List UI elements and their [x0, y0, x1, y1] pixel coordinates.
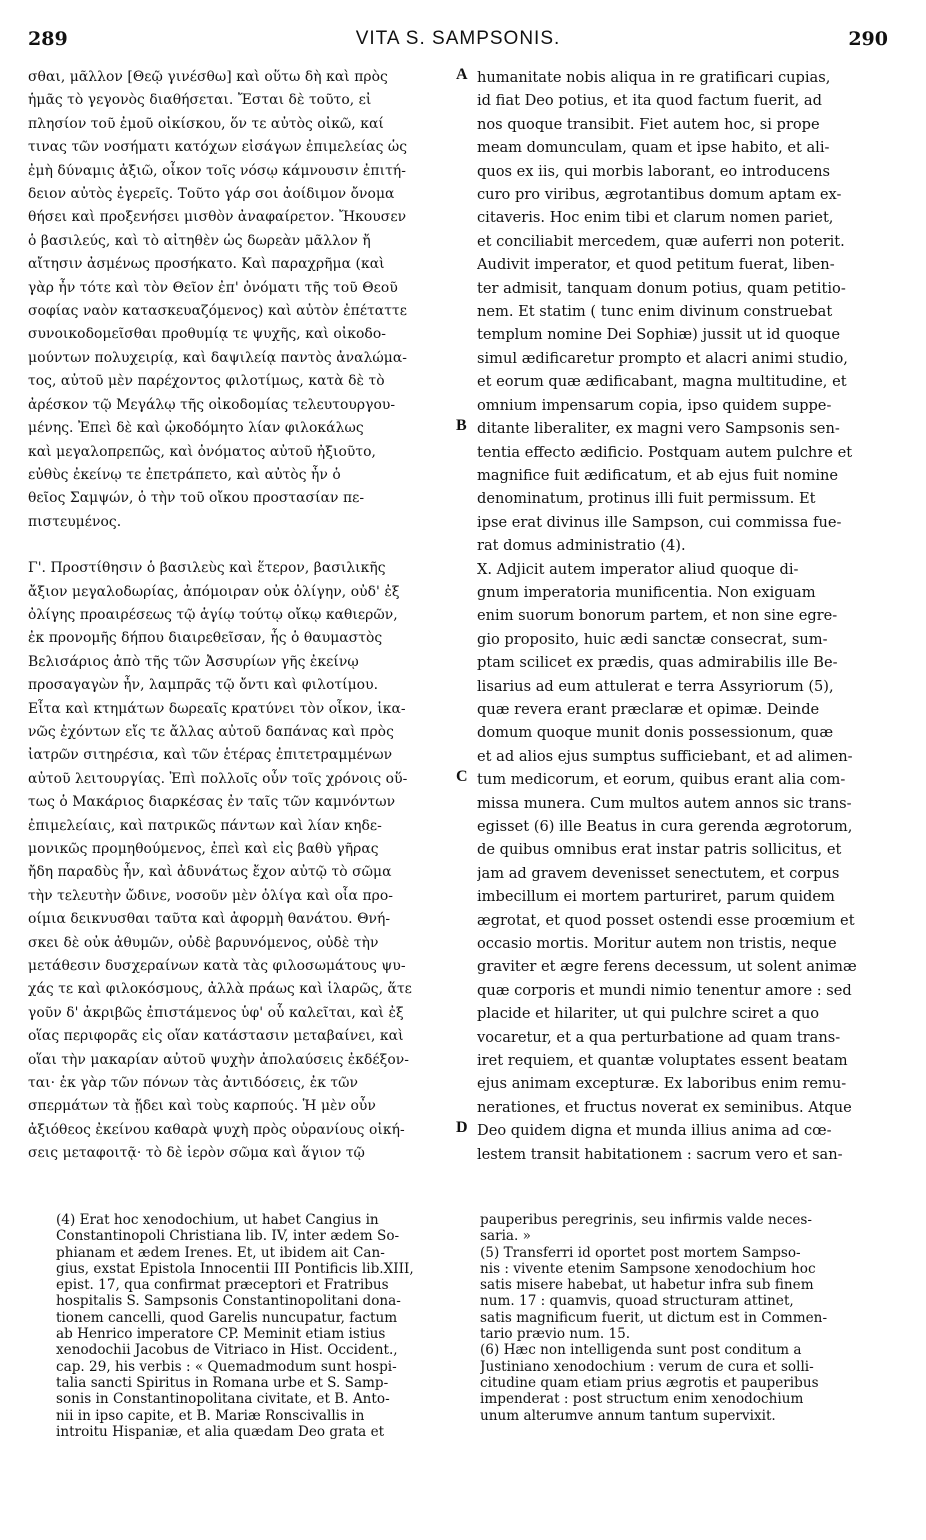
greek-text-line: ἀρέσκον τῷ Μεγάλῳ τῆς οἰκοδομίας τελευτουργου- [28, 396, 396, 413]
greek-text-line: νῶς ἐχόντων εἴς τε ἄλλας αὐτοῦ δαπάνας καὶ πρὸς [28, 723, 394, 740]
latin-text-column [477, 66, 894, 1166]
latin-text-line: meam domunculam, quam et ipse habito, et ali- [477, 139, 830, 157]
latin-text-line: de quibus omnibus erat instar patris sollicitus, et [477, 841, 842, 859]
latin-text-line: egisset (6) ille Beatus in cura gerenda ægrotorum, [477, 818, 853, 835]
running-title: VITA S. SAMPSONIS. [355, 28, 561, 49]
latin-text-line: ægrotat, et quod posset ostendi esse proœmium et [477, 911, 855, 929]
footnote-line: pauperibus peregrinis, seu infirmis valde neces- [480, 1212, 812, 1228]
greek-text-line: ται· ἐκ γὰρ τῶν πόνων τὰς ἀντιδόσεις, ἐκ τῶν [28, 1075, 359, 1092]
greek-text-line: εὐθὺς ἐκείνῳ τε ἐπετράπετο, καὶ αὐτὸς ἦν ὁ [28, 466, 341, 483]
footnote-line: cap. 29, his verbis : « Quemadmodum sunt hospi- [56, 1358, 397, 1375]
footnotes-left [56, 1212, 462, 1512]
latin-text-line: quos ex iis, qui morbis laborant, eo introducens [477, 162, 830, 180]
footnotes-right [480, 1212, 894, 1512]
greek-text-line: σκει δὲ οὐκ ἀθυμῶν, οὐδὲ βαρυνόμενος, οὐδὲ τὴν [28, 934, 379, 951]
greek-text-line: οίμια δεικνυσθαι ταῦτα καὶ ἀφορμὴ θανάτου. Θνή- [28, 911, 391, 928]
latin-text-line: ter admisit, tanquam donum potius, quam petitio- [477, 279, 846, 297]
footnote-line: nii in ipso capite, et B. Mariæ Ronscivallis in [56, 1407, 365, 1424]
greek-text-line: τως ὁ Μακάριος διαρκέσας ἐν ταῖς τῶν καμνόντων [28, 794, 396, 811]
greek-text-line: τινας τῶν νοσήματι κατόχων εἰσάγων ἐπιμελείας ὡς [28, 139, 408, 156]
greek-text-line: σθαι, μᾶλλον [Θεῷ γινέσθω] καὶ οὕτω δὴ καὶ πρὸς [28, 69, 388, 85]
greek-text-line: ὀλίγης προαιρέσεως τῷ ἁγίῳ τούτῳ οἴκῳ καθιερῶν, [28, 606, 398, 623]
footnote-line: (5) Transferri id oportet post mortem Sampso- [480, 1244, 801, 1261]
footnote-line: unum alterumve annum tantum supervixit. [480, 1407, 776, 1424]
latin-text-line: lestem transit habitationem : sacrum vero et san- [477, 1145, 843, 1163]
latin-text-line: magnifice fuit ædificatum, et ab ejus fuit nomine [477, 466, 839, 484]
latin-text-line: Audivit imperator, et quod petitum fuerat, liben- [477, 256, 835, 274]
footnote-line: Constantinopoli Christiana lib. IV, inter ædem So- [56, 1228, 400, 1245]
greek-text-line: σεις μεταφοιτᾷ· τὸ δὲ ἱερὸν σῶμα καὶ ἅγιον τῷ [28, 1145, 365, 1162]
latin-text-line: simul ædificaretur prompto et alacri animi studio, [477, 349, 848, 367]
latin-text-line: omnium impensarum copia, ipso quidem suppe- [477, 396, 832, 414]
margin-marker-d: D [456, 1119, 468, 1136]
latin-text-line: Deo quidem digna et munda illius anima ad cœ- [477, 1122, 832, 1140]
page-header [28, 28, 888, 58]
footnote-line: impenderat : post structum enim xenodochium [480, 1391, 804, 1408]
footnote-line: satis magnificum fuerit, ut dictum est in Commen- [480, 1309, 828, 1326]
footnote-line: satis misere habebat, ut habetur infra sub finem [480, 1277, 814, 1294]
greek-text-line: μονικῶς προμηθούμενος, ἐπεὶ καὶ εἰς βαθὺ γῆρας [28, 841, 379, 857]
greek-text-line: ἤδη παραδὺς ἦν, καὶ ἀδυνάτως ἔχον αὐτῷ τὸ σῶμα [28, 864, 392, 881]
page-number-right: 290 [848, 28, 888, 50]
latin-text-line: gnum imperatoria munificentia. Non exiguam [477, 583, 816, 601]
greek-text-line: οἵας περιφορᾶς εἰς οἵαν κατάστασιν μεταβαίνει, καὶ [28, 1028, 404, 1045]
latin-text-line: domum quoque munit donis possessionum, quæ [477, 724, 834, 742]
greek-text-line: μένης. Ἐπεὶ δὲ καὶ ᾠκοδόμητο λίαν φιλοκάλως [28, 420, 364, 437]
greek-text-line: Εἶτα καὶ κτημάτων δωρεαῖς κρατύνει τὸν οἶκον, ἱκα- [28, 700, 406, 717]
greek-text-line: χάς τε καὶ φιλοκόσμους, ἀλλὰ πράως καὶ ἱλαρῶς, ἅτε [28, 981, 412, 998]
greek-text-line: γὰρ ἦν τότε καὶ τὸν Θεῖον ἐπ' ὀνόματι τῆς τοῦ Θεοῦ [28, 279, 398, 296]
footnote-line: sonis in Constantinopolitana civitate, et B. Anto- [56, 1391, 390, 1408]
greek-text-line: ἐμὴ δύναμις ἀξιῶ, οἶκον τοῖς νόσῳ κάμνουσιν ἐπιτή- [28, 162, 406, 179]
footnote-line: ab Henrico imperatore CP. Meminit etiam istius [56, 1326, 386, 1343]
greek-text-line: καὶ μεγαλοπρεπῶς, καὶ ὀνόματος αὐτοῦ ἠξιοῦτο, [28, 443, 376, 460]
latin-text-line: et ad alios ejus sumptus sufficiebant, et ad alimen- [477, 747, 853, 765]
latin-text-line: gio proposito, huic ædi sanctæ consecrat, sum- [477, 630, 828, 648]
greek-text-line: ἡμᾶς τὸ γεγονὸς διαθήσεται. Ἔσται δὲ τοῦτο, εἰ [28, 92, 372, 109]
latin-text-line: nem. Et statim ( tunc enim divinum construebat [477, 303, 833, 321]
footnote-line: citudine quam etiam prius ægrotis et pauperibus [480, 1374, 819, 1391]
latin-text-line: jam ad gravem devenisset senectutem, et corpus [477, 864, 840, 882]
latin-text-line: et conciliabit mercedem, quæ auferri non poterit. [477, 232, 845, 250]
margin-marker-c: C [456, 768, 468, 785]
footnote-line: (6) Hæc non intelligenda sunt post conditum a [480, 1342, 802, 1359]
latin-text-line: rat domus administratio (4). [477, 537, 686, 555]
greek-text-line: πιστευμένος. [28, 513, 122, 530]
greek-text-line: αὐτοῦ λειτουργίας. Ἐπὶ πολλοῖς οὖν τοῖς χρόνοις οὕ- [28, 770, 408, 787]
latin-text-line: occasio mortis. Moritur autem non tristis, neque [477, 935, 837, 953]
latin-text-line: tentia effecto ædificio. Postquam autem pulchre et [477, 443, 853, 461]
greek-text-line: ἄξιον μεγαλοδωρίας, ἀπόμοιραν οὐκ ὀλίγην, οὐδ' ἐξ [28, 583, 400, 600]
greek-text-line: πλησίον τοῦ ἐμοῦ οἰκίσκου, ὅν τε αὐτὸς οἰκῶ, καί [28, 115, 384, 132]
latin-text-line: missa munera. Cum multos autem annos sic trans- [477, 794, 852, 812]
latin-text-line: curo pro viribus, ægrotantibus domum aptam ex- [477, 186, 842, 204]
greek-text-line: Γ'. Προστίθησιν ὁ βασιλεὺς καὶ ἕτερον, βασιλικῆς [28, 560, 386, 577]
latin-text-line: citaveris. Hoc enim tibi et clarum nomen pariet, [477, 209, 834, 227]
latin-text-line: placide et hilariter, ut qui pulchre sciret a quo [477, 1005, 820, 1023]
footnote-line: tario prævio num. 15. [480, 1326, 631, 1343]
greek-text-line: συνοικοδομεῖσθαι προθυμίᾳ τε ψυχῆς, καὶ οἰκοδο- [28, 326, 386, 343]
greek-text-line: δειον αὐτὸς ἐγερεῖς. Τοῦτο γάρ σοι ἀοίδιμον ὄνομα [28, 186, 395, 203]
footnote-line: Justiniano xenodochium : verum de cura et solli- [480, 1358, 814, 1375]
greek-text-line: οἵαι τὴν μακαρίαν αὐτοῦ ψυχὴν ἀπολαύσεις ἐκδέξον- [28, 1051, 410, 1068]
latin-text-line: graviter et ægre ferens decessum, ut solent animæ [477, 958, 857, 976]
footnote-line: xenodochii Jacobus de Vitriaco in Hist. Occident., [56, 1342, 398, 1359]
footnote-line: nis : vivente etenim Sampsone xenodochium hoc [480, 1260, 816, 1277]
greek-text-line: ἀξιόθεος ἐκείνου καθαρὰ ψυχὴ πρὸς οὐρανίους οἰκή- [28, 1121, 405, 1138]
greek-text-line: γοῦν δ' ἀκριβῶς ἐπιστάμενος ὑφ' οὗ καλεῖται, καὶ ἐξ [28, 1004, 404, 1021]
latin-text-line: ditante liberaliter, ex magni vero Sampsonis sen- [477, 420, 840, 438]
latin-text-line: imbecillum ei mortem parturiret, parum quidem [477, 888, 835, 906]
paragraph-gap [28, 534, 458, 557]
greek-text-line: θεῖος Σαμψών, ὁ τὴν τοῦ οἴκου προστασίαν πε- [28, 490, 365, 507]
greek-text-line: ἐκ προνομῆς δήπου διαιρεθεῖσαν, ἧς ὁ θαυμαστὸς [28, 630, 383, 647]
greek-text-line: τος, αὐτοῦ μὲν παρέχοντος φιλοτίμως, κατὰ δὲ τὸ [28, 373, 385, 390]
latin-text-line: quæ corporis et mundi nimio tenentur amore : sed [477, 981, 852, 999]
footnote-line: num. 17 : quamvis, quoad structuram attinet, [480, 1293, 794, 1310]
greek-text-line: ἐπιμελείαις, καὶ πατρικῶς πάντων καὶ λίαν κηδε- [28, 817, 382, 834]
footnote-line: tionem cancelli, quod Garelis nuncupatur, factum [56, 1309, 398, 1326]
greek-text-line: μούντων πολυχειρίᾳ, καὶ δαψιλείᾳ παντὸς ἀναλώμα- [28, 349, 408, 366]
greek-text-line: ὁ βασιλεύς, καὶ τὸ αἰτηθὲν ὡς δωρεὰν μᾶλλον ἤ [28, 232, 371, 249]
greek-text-line: ἰατρῶν σιτηρέσια, καὶ τῶν ἑτέρας ἐπιτετραμμένων [28, 747, 393, 764]
latin-text-line: et eorum quæ ædificabant, magna multitudine, et [477, 373, 847, 391]
latin-text-line: nerationes, et fructus noverat ex seminibus. Atque [477, 1098, 852, 1116]
greek-text-line: σπερμάτων τὰ ᾔδει καὶ τοὺς καρπούς. Ἡ μὲν οὖν [28, 1098, 376, 1115]
footnote-line: phianam et ædem Irenes. Et, ut ibidem ait Can- [56, 1244, 385, 1261]
footnote-line: saria. » [480, 1228, 531, 1245]
footnote-line: epist. 17, qua confirmat præceptori et Fratribus [56, 1277, 389, 1294]
latin-text-line: id fiat Deo potius, et ita quod factum fuerit, ad [477, 92, 822, 110]
margin-marker-a: A [456, 66, 468, 83]
greek-text-line: σοφίας ναὸν κατασκευαζόμενος) καὶ αὐτὸν ἐπέταττε [28, 303, 407, 320]
page-number-left: 289 [28, 28, 68, 50]
footnote-line: gius, exstat Epistola Innocentii III Pontificis lib.XIII, [56, 1260, 414, 1277]
greek-text-line: προσαγαγὼν ἦν, λαμπρᾶς τῷ ὄντι καὶ φιλοτίμου. [28, 677, 379, 694]
latin-text-line: enim suorum bonorum partem, et non sine egre- [477, 607, 838, 625]
footnote-line: talia sancti Spiritus in Romana urbe et S. Samp- [56, 1374, 389, 1391]
latin-text-line: ejus animam excepturæ. Ex laboribus enim remu- [477, 1075, 847, 1093]
latin-text-line: denominatum, protinus illi fuit permissum. Et [477, 490, 816, 508]
latin-text-line: lisarius ad eum attulerat e terra Assyriorum (5), [477, 677, 834, 695]
latin-text-line: vocaretur, et a qua perturbatione ad quam trans- [477, 1028, 841, 1046]
latin-text-line: nos quoque transibit. Fiet autem hoc, si prope [477, 115, 820, 133]
latin-text-line: quæ revera erant præclaræ et opimæ. Deinde [477, 700, 820, 718]
footnote-line: introitu Hispaniæ, et alia quædam Deo grata et [56, 1423, 385, 1440]
footnote-line: hospitalis S. Sampsonis Constantinopolitani dona- [56, 1293, 401, 1310]
margin-marker-b: B [456, 417, 467, 434]
latin-text-line: tum medicorum, et eorum, quibus erant alia com- [477, 771, 846, 789]
latin-text-line: templum nomine Dei Sophiæ) jussit ut id quoque [477, 326, 841, 344]
greek-text-line: Βελισάριος ἀπὸ τῆς τῶν Ἀσσυρίων γῆς ἐκείνῳ [28, 653, 359, 670]
greek-text-column [28, 66, 458, 1166]
footnote-line: (4) Erat hoc xenodochium, ut habet Cangius in [56, 1212, 379, 1228]
latin-text-line: iret requiem, et quantæ voluptates essent beatam [477, 1052, 848, 1070]
greek-text-line: μετάθεσιν δυσχεραίνων κατὰ τὰς φιλοσωμάτους ψυ- [28, 958, 406, 975]
greek-text-line: αἴτησιν ἀσμένως προσήκατο. Καὶ παραχρῆμα (καὶ [28, 256, 385, 273]
greek-text-line: θήσει καὶ προξενήσει μισθὸν ἀναφαίρετον. Ἤκουσεν [28, 209, 407, 226]
greek-text-line: τὴν τελευτὴν ὤδινε, νοσοῦν μὲν ὀλίγα καὶ οἷα προ- [28, 887, 394, 904]
latin-text-line: ipse erat divinus ille Sampson, cui commissa fue- [477, 513, 842, 531]
latin-text-line: humanitate nobis aliqua in re gratificari cupias, [477, 69, 831, 86]
latin-text-line: ptam scilicet ex prædis, quas admirabilis ille Be- [477, 654, 838, 672]
latin-text-line: X. Adjicit autem imperator aliud quoque di- [477, 560, 799, 578]
